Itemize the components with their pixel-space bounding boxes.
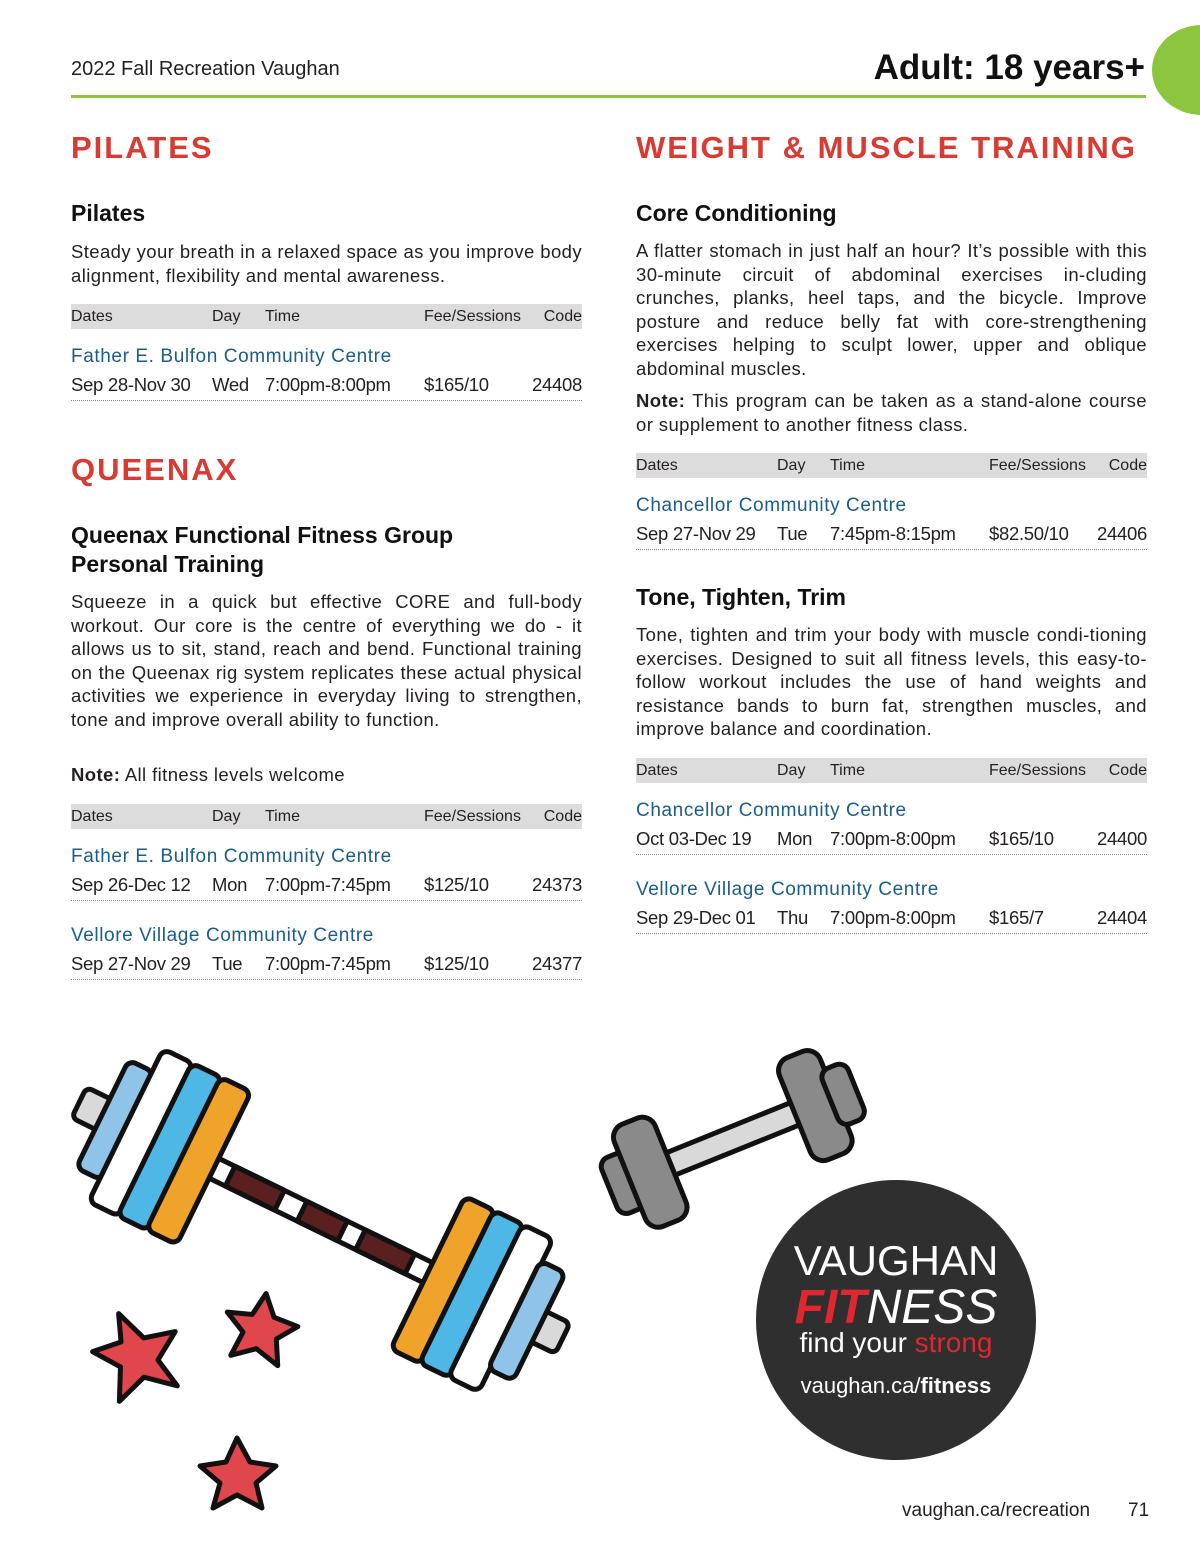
row-time: 7:00pm-8:00pm xyxy=(830,907,956,928)
col-code: Code xyxy=(543,808,582,825)
row-code: 24404 xyxy=(1097,907,1147,928)
note-text: All fitness levels welcome xyxy=(124,764,345,785)
row-time: 7:00pm-8:00pm xyxy=(265,374,391,395)
row-fee: $125/10 xyxy=(424,874,489,895)
table-row xyxy=(636,826,1147,855)
row-time: 7:00pm-7:45pm xyxy=(265,874,391,895)
centre-name: Father E. Bulfon Community Centre xyxy=(71,346,392,367)
badge-url xyxy=(801,1373,992,1398)
program-description-pilates: Steady your breath in a relaxed space as you improve body alignment, flexibility and mental awareness. xyxy=(71,241,582,286)
program-note-queenax xyxy=(71,763,582,787)
program-description-core: A flatter stomach in just half an hour? It’s possible with this 30-minute circuit of abdominal exercises in-cluding crunches, planks, heel taps, and the bicycle. Improve posture and reduce belly fat with core-strengthening exercises helping to sculpt lower, upper and oblique abdominal muscles. xyxy=(636,240,1147,379)
col-code: Code xyxy=(543,308,582,325)
program-description-tone: Tone, tighten and trim your body with muscle condi-tioning exercises. Designed to suit all fitness levels, this easy-to-follow workout includes the use of hand weights and resistance bands to burn fat, strengthen muscles, and improve balance and coordination. xyxy=(636,624,1147,739)
row-dates: Sep 27-Nov 29 xyxy=(71,953,191,974)
col-time: Time xyxy=(265,808,300,825)
centre-name: Chancellor Community Centre xyxy=(636,495,907,516)
row-fee: $165/7 xyxy=(989,907,1044,928)
publication-title: 2022 Fall Recreation Vaughan xyxy=(71,58,340,80)
col-day: Day xyxy=(212,308,241,325)
centre-name: Father E. Bulfon Community Centre xyxy=(71,846,392,867)
col-code: Code xyxy=(1108,762,1147,779)
footer-url[interactable]: vaughan.ca/recreation xyxy=(902,1500,1091,1521)
green-page-tab xyxy=(1152,25,1200,115)
table-row xyxy=(71,372,582,401)
row-day: Tue xyxy=(212,953,243,974)
row-day: Tue xyxy=(777,523,808,544)
badge-tagline xyxy=(800,1327,993,1358)
row-dates: Oct 03-Dec 19 xyxy=(636,828,752,849)
badge-tag-a: find your xyxy=(799,1327,915,1358)
vaughan-fitness-badge xyxy=(756,1180,1036,1460)
program-title-pilates: Pilates xyxy=(71,200,146,226)
row-code: 24400 xyxy=(1097,828,1147,849)
col-day: Day xyxy=(777,457,806,474)
table-row xyxy=(636,905,1147,934)
program-note-core xyxy=(636,389,1147,436)
fitness-illustration xyxy=(0,1040,1200,1520)
note-label: Note: xyxy=(71,764,121,785)
note-text: This program can be taken as a stand-alone course or supplement to another fitness class. xyxy=(636,390,1147,435)
row-code: 24373 xyxy=(532,874,582,895)
col-fee: Fee/Sessions xyxy=(424,308,521,325)
row-day: Mon xyxy=(212,874,248,895)
row-dates: Sep 27-Nov 29 xyxy=(636,523,756,544)
row-time: 7:00pm-8:00pm xyxy=(830,828,956,849)
row-code: 24406 xyxy=(1097,523,1147,544)
col-fee: Fee/Sessions xyxy=(989,762,1086,779)
row-fee: $125/10 xyxy=(424,953,489,974)
row-fee: $165/10 xyxy=(989,828,1054,849)
centre-name: Vellore Village Community Centre xyxy=(636,879,939,900)
row-fee: $165/10 xyxy=(424,374,489,395)
program-title-queenax xyxy=(71,521,582,579)
table-header xyxy=(636,758,1147,783)
col-dates: Dates xyxy=(71,308,113,325)
table-header xyxy=(636,453,1147,478)
table-header xyxy=(71,804,582,829)
row-time: 7:45pm-8:15pm xyxy=(830,523,956,544)
program-title-line-2: Personal Training xyxy=(71,551,264,577)
centre-name: Chancellor Community Centre xyxy=(636,800,907,821)
col-code: Code xyxy=(1108,457,1147,474)
row-dates: Sep 29-Dec 01 xyxy=(636,907,756,928)
col-dates: Dates xyxy=(636,762,678,779)
badge-fit: FIT xyxy=(794,1281,867,1334)
col-fee: Fee/Sessions xyxy=(989,457,1086,474)
section-title-queenax: QUEENAX xyxy=(71,452,239,487)
col-time: Time xyxy=(830,762,865,779)
table-row xyxy=(71,951,582,980)
section-title-weight-muscle: WEIGHT & MUSCLE TRAINING xyxy=(636,130,1137,165)
col-fee: Fee/Sessions xyxy=(424,808,521,825)
badge-line-vaughan: VAUGHAN xyxy=(793,1237,999,1284)
col-time: Time xyxy=(830,457,865,474)
row-day: Wed xyxy=(212,374,249,395)
col-day: Day xyxy=(212,808,241,825)
col-day: Day xyxy=(777,762,806,779)
row-day: Mon xyxy=(777,828,813,849)
row-dates: Sep 26-Dec 12 xyxy=(71,874,191,895)
row-code: 24408 xyxy=(532,374,582,395)
program-title-core: Core Conditioning xyxy=(636,200,837,226)
badge-url-b: fitness xyxy=(920,1373,992,1398)
program-description-queenax: Squeeze in a quick but effective CORE and full-body workout. Our core is the centre of everything we do - it allows us to sit, stand, reach and bend. Functional training on the Queenax rig system replicates these actual physical activities we experience in everyday living to strengthen, tone and improve overall ability to function. xyxy=(71,591,582,730)
table-header xyxy=(71,304,582,329)
age-group-heading: Adult: 18 years+ xyxy=(873,48,1145,87)
col-time: Time xyxy=(265,308,300,325)
row-day: Thu xyxy=(777,907,808,928)
centre-name: Vellore Village Community Centre xyxy=(71,925,374,946)
header-divider xyxy=(71,95,1146,98)
row-time: 7:00pm-7:45pm xyxy=(265,953,391,974)
section-title-pilates: PILATES xyxy=(71,130,214,165)
col-dates: Dates xyxy=(636,457,678,474)
col-dates: Dates xyxy=(71,808,113,825)
row-dates: Sep 28-Nov 30 xyxy=(71,374,191,395)
table-row xyxy=(636,521,1147,550)
star-icon xyxy=(85,1287,303,1508)
badge-tag-b: strong xyxy=(914,1327,993,1358)
badge-url-a: vaughan.ca/ xyxy=(800,1373,921,1398)
note-label: Note: xyxy=(636,390,686,411)
table-row xyxy=(71,872,582,901)
badge-ness: NESS xyxy=(866,1281,998,1334)
row-code: 24377 xyxy=(532,953,582,974)
row-fee: $82.50/10 xyxy=(989,523,1069,544)
program-title-tone: Tone, Tighten, Trim xyxy=(636,584,846,610)
program-title-line-1: Queenax Functional Fitness Group xyxy=(71,522,454,548)
page-number: 71 xyxy=(1128,1500,1150,1521)
